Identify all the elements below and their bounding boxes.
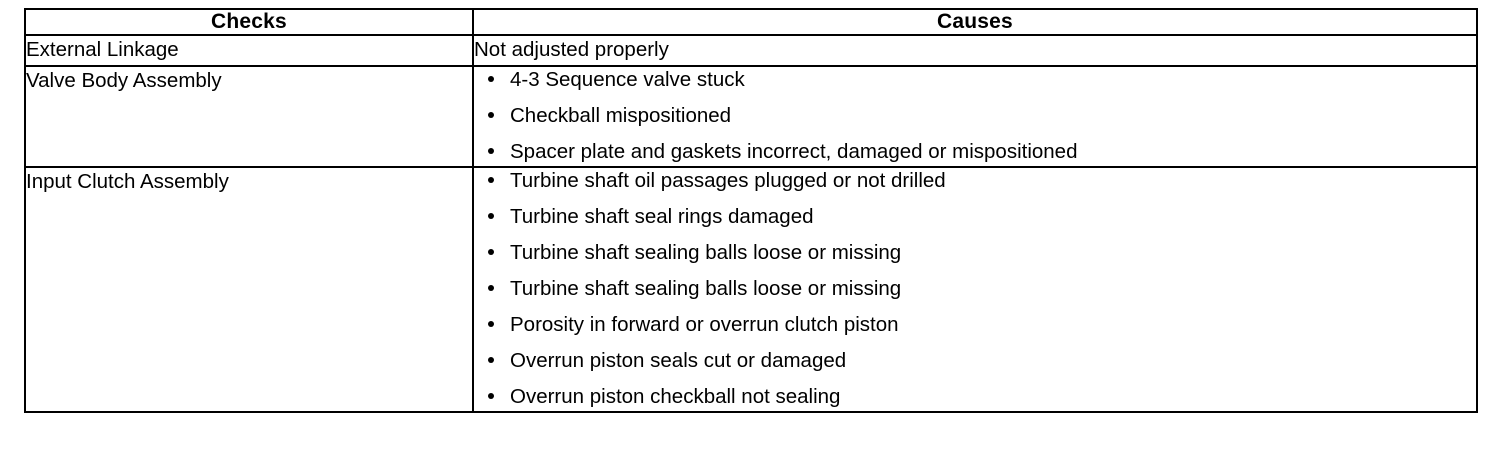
checks-causes-table <box>24 8 1478 413</box>
column-header-checks: Checks <box>25 9 473 35</box>
cause-list <box>474 168 1476 409</box>
check-label: Input Clutch Assembly <box>26 169 229 193</box>
list-item <box>474 276 1476 301</box>
cell-causes <box>473 66 1477 167</box>
bullet-icon <box>488 177 494 183</box>
list-item <box>474 168 1476 193</box>
list-item <box>474 204 1476 229</box>
list-item-label: 4-3 Sequence valve stuck <box>510 67 745 91</box>
cell-check <box>25 35 473 66</box>
cause-list <box>474 67 1476 164</box>
list-item <box>474 139 1476 164</box>
bullet-icon <box>488 213 494 219</box>
bullet-icon <box>488 321 494 327</box>
bullet-icon <box>488 249 494 255</box>
table-row <box>25 167 1477 412</box>
check-label: Valve Body Assembly <box>26 68 222 92</box>
list-item <box>474 103 1476 128</box>
list-item <box>474 312 1476 337</box>
cause-text: Not adjusted properly <box>474 38 669 61</box>
table-body <box>25 35 1477 412</box>
bullet-icon <box>488 112 494 118</box>
cell-check <box>25 167 473 412</box>
bullet-icon <box>488 76 494 82</box>
table-row <box>25 35 1477 66</box>
list-item-label: Porosity in forward or overrun clutch piston <box>510 312 899 336</box>
check-label: External Linkage <box>26 38 179 61</box>
bullet-icon <box>488 357 494 363</box>
list-item-label: Spacer plate and gaskets incorrect, damaged or mispositioned <box>510 139 1078 163</box>
table-row <box>25 66 1477 167</box>
list-item-label: Overrun piston seals cut or damaged <box>510 348 847 372</box>
list-item <box>474 240 1476 265</box>
list-item-label: Turbine shaft oil passages plugged or not drilled <box>510 168 946 192</box>
table-header-row <box>25 9 1477 35</box>
bullet-icon <box>488 285 494 291</box>
list-item-label: Overrun piston checkball not sealing <box>510 384 841 408</box>
list-item-label: Turbine shaft sealing balls loose or missing <box>510 276 902 300</box>
list-item-label: Turbine shaft sealing balls loose or missing <box>510 240 902 264</box>
list-item-label: Checkball mispositioned <box>510 103 732 127</box>
column-header-causes: Causes <box>473 9 1477 35</box>
cell-causes <box>473 167 1477 412</box>
bullet-icon <box>488 393 494 399</box>
list-item <box>474 384 1476 409</box>
list-item-label: Turbine shaft seal rings damaged <box>510 204 814 228</box>
list-item <box>474 67 1476 92</box>
bullet-icon <box>488 148 494 154</box>
table-header <box>25 9 1477 35</box>
cell-causes <box>473 35 1477 66</box>
list-item <box>474 348 1476 373</box>
cell-check <box>25 66 473 167</box>
